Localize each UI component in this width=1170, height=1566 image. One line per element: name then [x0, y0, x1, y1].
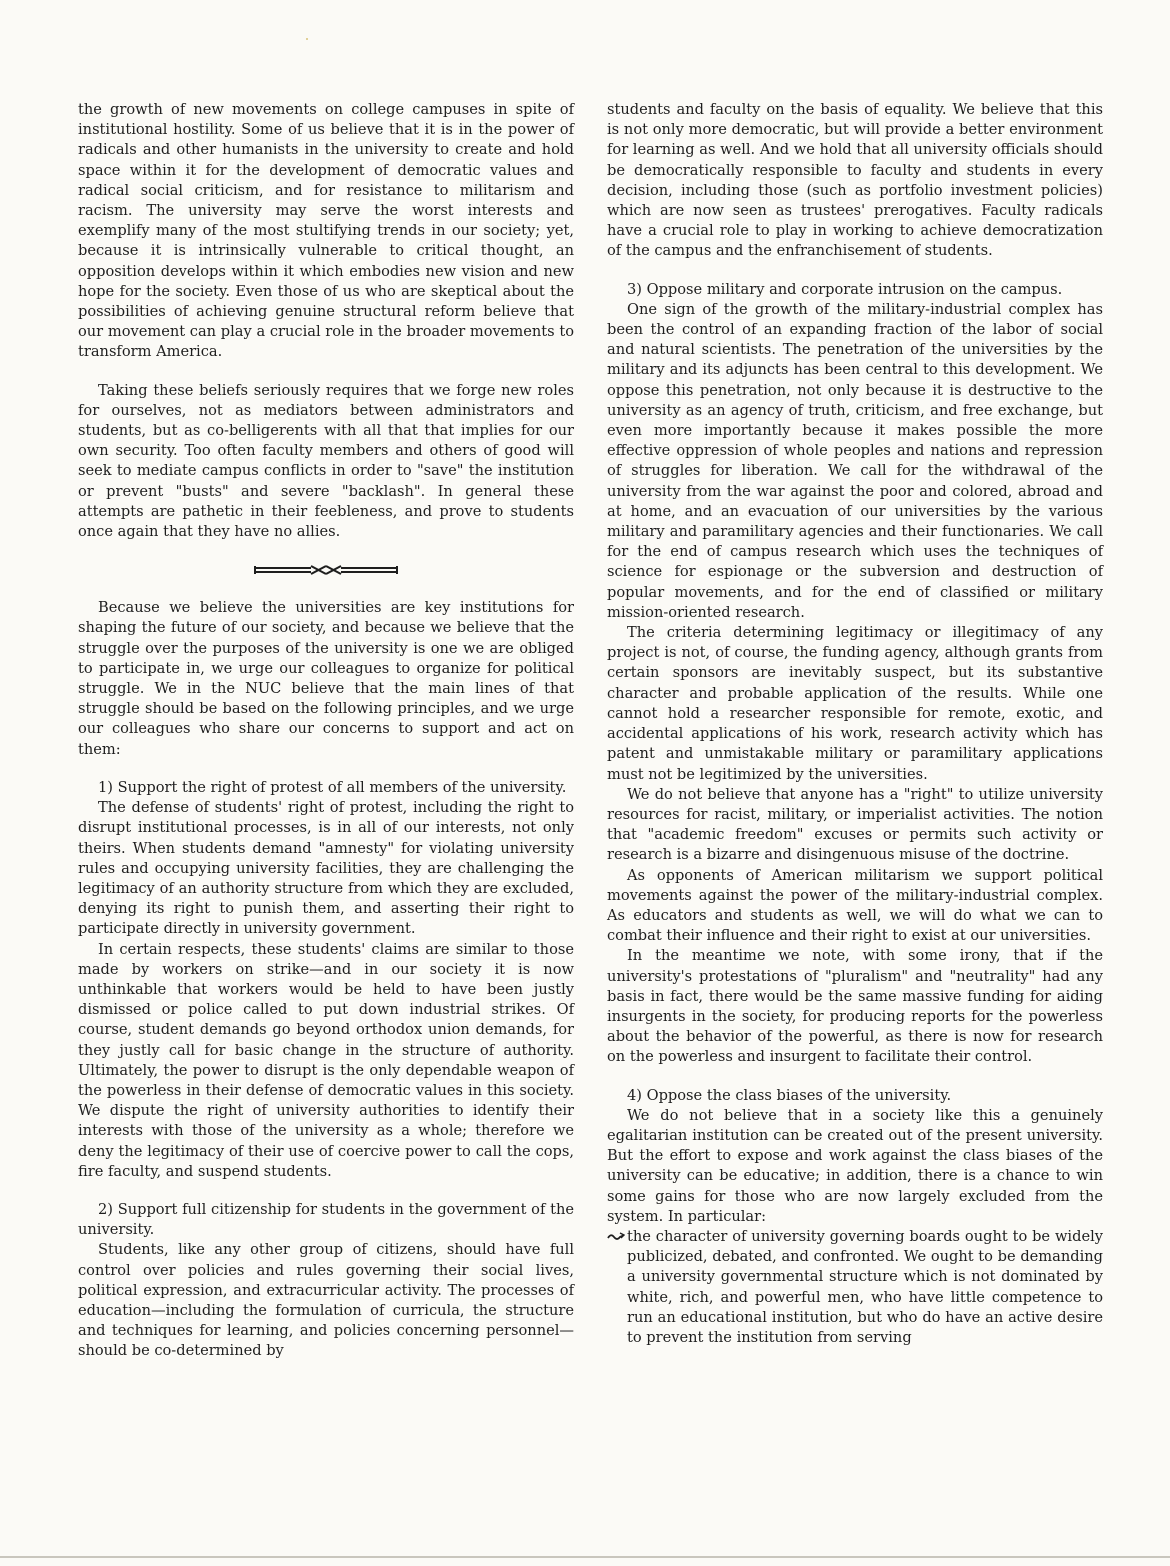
left-column: [78, 100, 574, 1362]
bottom-edge-rule: [0, 1556, 1170, 1558]
principle-3-paragraph-a: One sign of the growth of the military-industrial complex has been the control of an expanding fraction of the labor of social and natural scientists. The penetration of the universities by the military and its adjuncts has been central to this development. We oppose this penetration, not only because it is destructive to the university as an agency of truth, criticism, and free exchange, but even more importantly because it makes possible the more effective oppression of whole peoples and nations and repression of struggles for liberation. We call for the withdrawal of the university from the war against the poor and colored, abroad and at home, and an evacuation of our universities by the various military and paramilitary agencies and their functionaries. We call for the end of campus research which uses the techniques of science for espionage or the subversion and destruction of popular movements, and for the end of classified or military mission-oriented research.: [607, 300, 1103, 621]
principle-3-paragraph-b: The criteria determining legitimacy or illegitimacy of any project is not, of course, the funding agency, although grants from certain sponsors are inevitably suspect, but its substantive character and probable application of the results. While one cannot hold a researcher responsible for remote, exotic, and accidental applications of his work, research activity which has patent and unmistakable military or paramilitary applications must not be legitimized by the universities.: [607, 624, 1103, 783]
tilde-bullet-icon: [607, 1227, 627, 1247]
principle-2-paragraph-b: students and faculty on the basis of equality. We believe that this is not only more democratic, but will provide a better environment for learning as well. And we hold that all university officials should be democratically responsible to faculty and students in every decision, including those (such as portfolio investment policies) which are now seen as trustees' prerogatives. Faculty radicals have a crucial role to play in working to achieve democratization of the campus and the enfranchisement of students.: [607, 101, 1103, 260]
paper-speck: [306, 38, 308, 40]
principle-4-bullet-item: [607, 1227, 1103, 1348]
principle-4-paragraph-a: We do not believe that in a society like this a genuinely egalitarian institution can be created out of the present university. But the effort to expose and work against the class biases of the university can be educative; in addition, there is a chance to win some gains for those who are now largely excluded from the system. In particular:: [607, 1106, 1103, 1225]
principle-2-paragraph-a: Students, like any other group of citizens, should have full control over policies and rules governing their social lives, political expression, and extracurricular activity. The processes of education—including the formulation of curricula, the structure and techniques for learning, and policies concerning personnel—should be co-determined by: [78, 1241, 574, 1360]
principle-1-paragraph-b: In certain respects, these students' claims are similar to those made by workers on strike—and in our society it is now unthinkable that workers would be held to have been justly dismissed or police called to put down industrial strikes. Of course, student demands go beyond orthodox union demands, for they justly call for basic change in the structure of authority. Ultimately, the power to disrupt is the only dependable weapon of the powerless in their defense of democratic values in this society. We dispute the right of university authorities to identify their interests with those of the university as a whole; therefore we deny the legitimacy of their use of coercive power to call the cops, fire faculty, and suspend students.: [78, 940, 574, 1180]
principle-1-heading: 1) Support the right of protest of all members of the university.: [98, 778, 567, 796]
because-paragraph: Because we believe the universities are key institutions for shaping the future of our society, and because we believe that the struggle over the purposes of the university is one we are obliged to participate in, we urge our colleagues to organize for political struggle. We in the NUC believe that the main lines of that struggle should be based on the following principles, and we urge our colleagues who share our concerns to support and act on them:: [78, 599, 574, 758]
beliefs-paragraph: Taking these beliefs seriously requires that we forge new roles for ourselves, not as mediators between administrators and students, but as co-belligerents with all that that implies for our own security. Too often faculty members and others of good will seek to mediate campus conflicts in order to "save" the institution or prevent "busts" and severe "backlash". In general these attempts are pathetic in their feebleness, and prove to students once again that they have no allies.: [78, 381, 574, 541]
principle-2-heading: 2) Support full citizenship for students in the government of the university.: [78, 1200, 574, 1239]
double-bar-ornament-icon: [251, 563, 401, 577]
principle-4-bullet-text: the character of university governing boards ought to be widely publicized, debated, and confronted. We ought to be demanding a university governmental structure which is not dominated by white, rich, and powerful men, who have little competence to run an educational institution, but who do have an active desire to prevent the institution from serving: [627, 1227, 1103, 1346]
right-column: [607, 100, 1103, 1348]
principle-3-paragraph-e: In the meantime we note, with some irony, that if the university's protestations of "pluralism" and "neutrality" had any basis in fact, there would be the same massive funding for aiding insurgents in the society, for producing reports for the powerless about the behavior of the powerful, as there is now for research on the powerless and insurgent to facilitate their control.: [607, 947, 1103, 1066]
section-divider: [78, 542, 574, 598]
principle-4-heading: 4) Oppose the class biases of the university.: [627, 1086, 952, 1104]
principle-3-paragraph-c: We do not believe that anyone has a "right" to utilize university resources for racist, military, or imperialist activities. The notion that "academic freedom" excuses or permits such activity or research is a bizarre and disingenuous misuse of the doctrine.: [607, 785, 1103, 864]
principle-3-heading: 3) Oppose military and corporate intrusion on the campus.: [627, 280, 1063, 298]
principle-1-paragraph-a: The defense of students' right of protest, including the right to disrupt institutional processes, is in all of our interests, not only theirs. When students demand "amnesty" for violating university rules and occupying university facilities, they are challenging the legitimacy of an authority structure from which they are excluded, denying its right to punish them, and asserting their right to participate directly in university government.: [78, 799, 574, 938]
intro-paragraph: the growth of new movements on college campuses in spite of institutional hostility. Some of us believe that it is in the power of radicals and other humanists in the university to create and hold space within it for the development of democratic values and radical social criticism, and for resistance to militarism and racism. The university may serve the worst interests and exemplify many of the most stultifying trends in our society; yet, because it is intrinsically vulnerable to critical thought, an opposition develops within it which embodies new vision and new hope for the society. Even those of us who are skeptical about the possibilities of achieving genuine structural reform believe that our movement can play a crucial role in the broader movements to transform America.: [78, 101, 574, 361]
principle-3-paragraph-d: As opponents of American militarism we support political movements against the power of the military-industrial complex. As educators and students as well, we will do what we can to combat their influence and their right to exist at our universities.: [607, 866, 1103, 945]
